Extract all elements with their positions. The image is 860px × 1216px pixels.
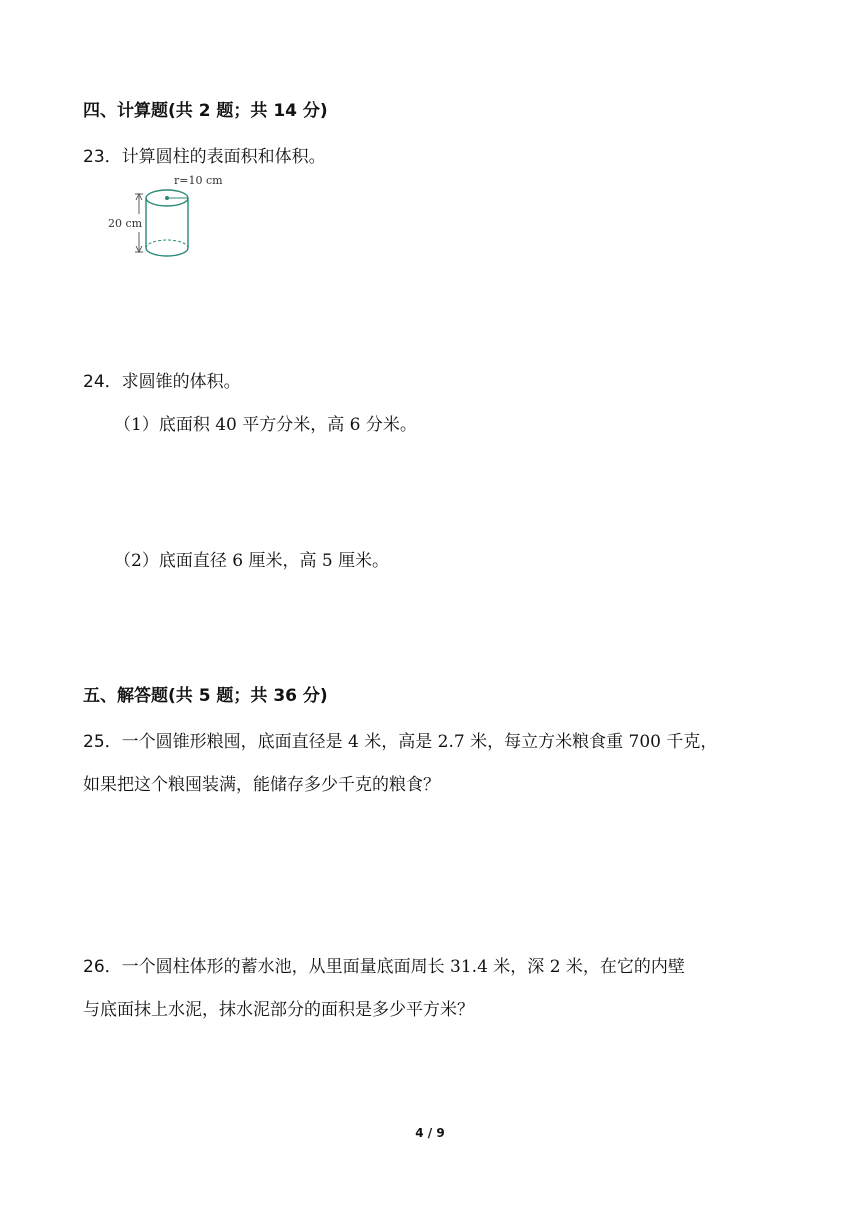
cylinder-bottom-back <box>146 240 188 248</box>
question-25-line-1 <box>83 727 717 752</box>
question-24-part-2: （2）底面直径 6 厘米，高 5 厘米。 <box>114 551 390 571</box>
question-25-number: 25． <box>83 732 122 752</box>
page-number: 4 / 9 <box>415 1126 445 1140</box>
section-5-title: 五、解答题(共 5 题；共 36 分) <box>83 686 328 706</box>
question-24-number: 24． <box>83 372 122 392</box>
question-26-text-line-1: 一个圆柱体形的蓄水池，从里面量底面周长 31.4 米，深 2 米，在它的内壁 <box>121 957 685 977</box>
question-26-number: 26． <box>83 957 122 977</box>
question-24 <box>83 367 241 392</box>
question-26-line-2: 与底面抹上水泥，抹水泥部分的面积是多少平方米？ <box>83 1000 474 1020</box>
radius-label: r=10 cm <box>174 174 223 187</box>
section-4-title: 四、计算题(共 2 题；共 14 分) <box>83 101 328 121</box>
question-23-number: 23． <box>83 147 122 167</box>
question-26-line-1 <box>83 952 685 977</box>
cylinder-bottom-front <box>146 248 188 256</box>
question-24-text: 求圆锥的体积。 <box>121 372 241 392</box>
question-25-line-2: 如果把这个粮囤装满，能储存多少千克的粮食？ <box>83 775 440 795</box>
question-24-part-1: （1）底面积 40 平方分米，高 6 分米。 <box>114 415 417 435</box>
center-dot <box>165 196 169 200</box>
height-label: 20 cm <box>108 217 143 230</box>
question-23 <box>83 142 326 167</box>
question-23-text: 计算圆柱的表面积和体积。 <box>121 147 326 167</box>
cylinder-figure <box>100 168 250 263</box>
question-25-text-line-1: 一个圆锥形粮囤，底面直径是 4 米，高是 2.7 米，每立方米粮食重 700 千克， <box>121 732 718 752</box>
